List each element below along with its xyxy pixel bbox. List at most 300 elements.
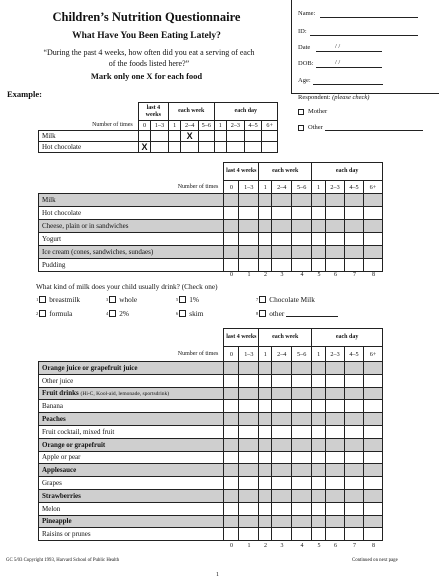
frequency-cell[interactable]: [292, 425, 312, 438]
mother-checkbox[interactable]: [298, 109, 304, 115]
milk-option[interactable]: [256, 295, 315, 304]
option-header-7: 4–5: [345, 181, 364, 194]
frequency-cell[interactable]: [312, 194, 326, 207]
number-of-times-label: Number of times: [177, 183, 219, 190]
frequency-cell[interactable]: [363, 451, 382, 464]
frequency-cell[interactable]: [326, 246, 345, 259]
frequency-cell[interactable]: [326, 413, 345, 426]
food-label: Fruit drinks (Hi-C, Kool-aid, lemonade, sportsdrink): [39, 387, 224, 400]
option-header-7: 4–5: [345, 347, 364, 362]
frequency-cell[interactable]: [239, 413, 259, 426]
id-label: ID:: [298, 28, 307, 35]
frequency-cell[interactable]: [312, 464, 326, 477]
frequency-cell[interactable]: [312, 502, 326, 515]
milk-checkbox[interactable]: [179, 296, 186, 303]
frequency-cell[interactable]: [345, 451, 364, 464]
frequency-cell[interactable]: [224, 387, 239, 400]
frequency-cell[interactable]: [326, 400, 345, 413]
frequency-cell[interactable]: [292, 259, 312, 272]
frequency-cell[interactable]: [259, 233, 272, 246]
milk-checkbox[interactable]: [259, 296, 266, 303]
age-label: Age:: [298, 77, 311, 84]
milk-option[interactable]: [106, 309, 129, 318]
frequency-cell[interactable]: [292, 477, 312, 490]
frequency-cell[interactable]: [224, 220, 239, 233]
frequency-cell[interactable]: [326, 220, 345, 233]
id-field[interactable]: [310, 35, 418, 36]
frequency-cell[interactable]: [224, 400, 239, 413]
frequency-cell[interactable]: [292, 438, 312, 451]
food-row: [39, 400, 383, 413]
frequency-cell[interactable]: [312, 374, 326, 387]
frequency-cell[interactable]: [272, 489, 292, 502]
mother-option[interactable]: Mother: [298, 108, 327, 115]
frequency-cell[interactable]: [345, 362, 364, 375]
frequency-cell[interactable]: [199, 131, 215, 142]
frequency-cell[interactable]: [345, 413, 364, 426]
frequency-cell[interactable]: [239, 194, 259, 207]
frequency-cell[interactable]: [312, 489, 326, 502]
frequency-cell[interactable]: [224, 425, 239, 438]
option-header-5: 1: [312, 181, 326, 194]
frequency-cell[interactable]: [224, 246, 239, 259]
option-header-1: 1–3: [239, 181, 259, 194]
frequency-cell[interactable]: [272, 374, 292, 387]
frequency-cell[interactable]: [363, 233, 382, 246]
dob-slashes: / /: [335, 59, 341, 66]
frequency-cell[interactable]: [239, 515, 259, 528]
food-row: [39, 464, 383, 477]
frequency-cell[interactable]: [239, 233, 259, 246]
frequency-cell[interactable]: [326, 489, 345, 502]
frequency-cell[interactable]: [292, 502, 312, 515]
frequency-cell[interactable]: [272, 259, 292, 272]
frequency-cell[interactable]: [345, 194, 364, 207]
frequency-cell[interactable]: [292, 246, 312, 259]
milk-checkbox[interactable]: [39, 296, 46, 303]
frequency-cell[interactable]: [224, 477, 239, 490]
frequency-cell[interactable]: [259, 464, 272, 477]
date-slashes: / /: [335, 43, 341, 50]
frequency-cell[interactable]: [168, 142, 180, 153]
frequency-cell[interactable]: [292, 362, 312, 375]
frequency-cell[interactable]: [363, 374, 382, 387]
frequency-cell[interactable]: [312, 477, 326, 490]
other-option[interactable]: Other: [298, 124, 423, 131]
frequency-cell[interactable]: [259, 362, 272, 375]
frequency-cell[interactable]: [224, 194, 239, 207]
group-last-4-weeks: last 4 weeks: [224, 329, 259, 347]
frequency-cell[interactable]: [312, 246, 326, 259]
frequency-cell[interactable]: [292, 233, 312, 246]
food-label: Yogurt: [39, 233, 224, 246]
frequency-cell[interactable]: [312, 438, 326, 451]
food-note: (Hi-C, Kool-aid, lemonade, sportsdrink): [80, 391, 170, 398]
frequency-cell[interactable]: [363, 387, 382, 400]
frequency-cell[interactable]: [345, 400, 364, 413]
frequency-cell[interactable]: [363, 464, 382, 477]
option-header-3: 2–4: [181, 121, 199, 131]
option-code: 4: [106, 311, 109, 316]
option-header-0: 0: [138, 121, 150, 131]
frequency-cell[interactable]: [345, 246, 364, 259]
food-row: [39, 207, 383, 220]
option-header-2: 1: [259, 347, 272, 362]
milk-option[interactable]: [36, 309, 72, 318]
frequency-cell[interactable]: [259, 400, 272, 413]
frequency-cell[interactable]: [224, 489, 239, 502]
food-label: Milk: [39, 131, 139, 142]
option-code: 6: [176, 311, 179, 316]
frequency-cell[interactable]: [239, 259, 259, 272]
frequency-cell[interactable]: [272, 400, 292, 413]
frequency-cell[interactable]: [292, 528, 312, 541]
frequency-cell[interactable]: [239, 464, 259, 477]
food-label: Ice cream (cones, sandwiches, sundaes): [39, 246, 224, 259]
frequency-cell[interactable]: [259, 502, 272, 515]
frequency-cell[interactable]: [262, 131, 278, 142]
section1-table: [38, 162, 383, 272]
frequency-cell[interactable]: [345, 438, 364, 451]
frequency-cell[interactable]: [292, 387, 312, 400]
name-label: Name:: [298, 10, 316, 17]
frequency-cell[interactable]: [262, 142, 278, 153]
option-code: 3: [106, 297, 109, 302]
frequency-cell[interactable]: [312, 413, 326, 426]
frequency-cell[interactable]: [326, 233, 345, 246]
frequency-cell[interactable]: [259, 194, 272, 207]
other-field[interactable]: [325, 130, 423, 131]
frequency-cell[interactable]: [326, 464, 345, 477]
frequency-cell[interactable]: [345, 489, 364, 502]
frequency-cell[interactable]: [214, 131, 226, 142]
frequency-cell[interactable]: [292, 515, 312, 528]
food-row: [39, 451, 383, 464]
option-header-1: 1–3: [151, 121, 169, 131]
milk-option[interactable]: [176, 295, 199, 304]
frequency-cell[interactable]: [326, 194, 345, 207]
frequency-cell[interactable]: [272, 387, 292, 400]
x-mark: X: [141, 142, 148, 152]
digit-code: 0: [230, 272, 233, 278]
frequency-cell[interactable]: [224, 464, 239, 477]
frequency-cell[interactable]: [363, 246, 382, 259]
frequency-cell[interactable]: [244, 131, 262, 142]
frequency-cell[interactable]: [312, 259, 326, 272]
frequency-cell[interactable]: [272, 233, 292, 246]
frequency-cell[interactable]: [224, 515, 239, 528]
frequency-cell[interactable]: [326, 259, 345, 272]
number-of-times-label: Number of times: [177, 350, 219, 357]
frequency-cell[interactable]: [259, 528, 272, 541]
food-row: [39, 438, 383, 451]
frequency-cell[interactable]: [363, 220, 382, 233]
group-last-4-weeks: last 4 weeks: [224, 163, 259, 181]
frequency-cell[interactable]: [138, 142, 150, 153]
frequency-cell[interactable]: [312, 400, 326, 413]
food-label: Strawberries: [39, 489, 224, 502]
group-each-day: each day: [312, 163, 383, 181]
frequency-cell[interactable]: [224, 528, 239, 541]
frequency-cell[interactable]: [363, 477, 382, 490]
frequency-cell[interactable]: [363, 400, 382, 413]
frequency-cell[interactable]: [239, 528, 259, 541]
option-header-5: 1: [214, 121, 226, 131]
frequency-cell[interactable]: [272, 528, 292, 541]
frequency-cell[interactable]: [239, 400, 259, 413]
digit-code: 7: [353, 543, 356, 549]
frequency-cell[interactable]: [292, 374, 312, 387]
option-header-4: 5–6: [292, 347, 312, 362]
frequency-cell[interactable]: [239, 246, 259, 259]
frequency-cell[interactable]: [272, 194, 292, 207]
frequency-cell[interactable]: [326, 425, 345, 438]
food-label: Orange juice or grapefruit juice: [39, 362, 224, 375]
milk-option[interactable]: [106, 295, 137, 304]
option-header-6: 2–3: [326, 181, 345, 194]
frequency-cell[interactable]: [239, 220, 259, 233]
name-field[interactable]: [320, 17, 418, 18]
frequency-cell[interactable]: [326, 502, 345, 515]
frequency-cell[interactable]: [326, 515, 345, 528]
food-label: Other juice: [39, 374, 224, 387]
option-code: 1: [36, 297, 39, 302]
frequency-cell[interactable]: [259, 413, 272, 426]
frequency-cell[interactable]: [292, 413, 312, 426]
frequency-cell[interactable]: [224, 207, 239, 220]
frequency-cell[interactable]: [224, 233, 239, 246]
frequency-cell[interactable]: [259, 246, 272, 259]
milk-checkbox[interactable]: [109, 310, 116, 317]
food-row: [39, 259, 383, 272]
other-checkbox[interactable]: [298, 125, 304, 131]
frequency-cell[interactable]: [272, 362, 292, 375]
respondent-label: Respondent: (please check): [298, 94, 370, 101]
frequency-cell[interactable]: [259, 515, 272, 528]
frequency-cell[interactable]: [239, 374, 259, 387]
frequency-cell[interactable]: [363, 502, 382, 515]
frequency-cell[interactable]: [326, 362, 345, 375]
age-field[interactable]: [313, 84, 383, 85]
x-mark: X: [186, 131, 193, 141]
frequency-cell[interactable]: [239, 451, 259, 464]
frequency-cell[interactable]: [326, 528, 345, 541]
frequency-cell[interactable]: [244, 142, 262, 153]
frequency-cell[interactable]: [259, 259, 272, 272]
group-each-week: each week: [259, 329, 312, 347]
frequency-cell[interactable]: [224, 413, 239, 426]
dob-field[interactable]: [316, 67, 382, 68]
food-row: [39, 515, 383, 528]
continued-text: Continued on next page: [352, 558, 398, 563]
frequency-cell[interactable]: [259, 425, 272, 438]
digit-code: 8: [372, 272, 375, 278]
frequency-cell[interactable]: [224, 374, 239, 387]
frequency-cell[interactable]: [363, 528, 382, 541]
option-code: 7: [256, 297, 259, 302]
frequency-cell[interactable]: [312, 515, 326, 528]
frequency-cell[interactable]: [272, 413, 292, 426]
milk-checkbox[interactable]: [39, 310, 46, 317]
milk-checkbox[interactable]: [259, 310, 266, 317]
frequency-cell[interactable]: [227, 131, 245, 142]
frequency-cell[interactable]: [272, 246, 292, 259]
milk-checkbox[interactable]: [179, 310, 186, 317]
frequency-cell[interactable]: [151, 142, 169, 153]
frequency-cell[interactable]: [292, 464, 312, 477]
frequency-cell[interactable]: [345, 387, 364, 400]
group-each-day: each day: [312, 329, 383, 347]
frequency-cell[interactable]: [363, 515, 382, 528]
frequency-cell[interactable]: [292, 220, 312, 233]
food-row: [39, 425, 383, 438]
frequency-cell[interactable]: [363, 425, 382, 438]
digit-code: 1: [247, 272, 251, 278]
food-row: [39, 194, 383, 207]
frequency-cell[interactable]: [272, 464, 292, 477]
frequency-cell[interactable]: [345, 464, 364, 477]
frequency-cell[interactable]: [345, 259, 364, 272]
frequency-cell[interactable]: [227, 142, 245, 153]
option-header-8: 6+: [262, 121, 278, 131]
frequency-cell[interactable]: [239, 207, 259, 220]
frequency-cell[interactable]: [259, 451, 272, 464]
frequency-cell[interactable]: [312, 362, 326, 375]
frequency-cell[interactable]: [312, 233, 326, 246]
frequency-cell[interactable]: [259, 477, 272, 490]
frequency-cell[interactable]: [363, 194, 382, 207]
frequency-cell[interactable]: [272, 502, 292, 515]
frequency-cell[interactable]: [345, 515, 364, 528]
frequency-cell[interactable]: [312, 528, 326, 541]
frequency-cell[interactable]: [345, 425, 364, 438]
milk-option[interactable]: [36, 295, 80, 304]
option-header-8: 6+: [363, 347, 382, 362]
copyright-text: GC 5/03 Copyright 1993, Harvard School of Public Health: [6, 558, 120, 563]
frequency-cell[interactable]: [138, 131, 150, 142]
dob-label: DOB:: [298, 60, 314, 67]
page-number: 1: [216, 572, 219, 578]
milk-option-label: 2%: [119, 309, 129, 318]
frequency-cell[interactable]: [363, 362, 382, 375]
example-label: Example:: [7, 89, 42, 99]
milk-option[interactable]: [176, 309, 203, 318]
food-row: [39, 477, 383, 490]
frequency-cell[interactable]: [224, 259, 239, 272]
frequency-cell[interactable]: [199, 142, 215, 153]
frequency-cell[interactable]: [239, 362, 259, 375]
food-row: [39, 502, 383, 515]
group-each-week: each week: [259, 163, 312, 181]
frequency-cell[interactable]: [272, 451, 292, 464]
frequency-cell[interactable]: [224, 502, 239, 515]
frequency-cell[interactable]: [214, 142, 226, 153]
food-label: Hot chocolate: [39, 207, 224, 220]
frequency-cell[interactable]: [345, 477, 364, 490]
frequency-cell[interactable]: [224, 362, 239, 375]
frequency-cell[interactable]: [239, 502, 259, 515]
milk-option[interactable]: [256, 309, 338, 318]
frequency-cell[interactable]: [345, 207, 364, 220]
frequency-cell[interactable]: [292, 207, 312, 220]
food-label: Melon: [39, 502, 224, 515]
frequency-cell[interactable]: [181, 142, 199, 153]
frequency-cell[interactable]: [326, 438, 345, 451]
frequency-cell[interactable]: [312, 425, 326, 438]
option-header-3: 2–4: [272, 181, 292, 194]
food-row: [39, 220, 383, 233]
frequency-cell[interactable]: [312, 220, 326, 233]
frequency-cell[interactable]: [312, 207, 326, 220]
food-row: [39, 489, 383, 502]
frequency-cell[interactable]: [272, 220, 292, 233]
frequency-cell[interactable]: [224, 451, 239, 464]
other-milk-field[interactable]: [286, 316, 338, 317]
frequency-cell[interactable]: [272, 207, 292, 220]
frequency-cell[interactable]: [326, 207, 345, 220]
frequency-cell[interactable]: [272, 477, 292, 490]
frequency-cell[interactable]: [151, 131, 169, 142]
frequency-cell[interactable]: [292, 489, 312, 502]
frequency-cell[interactable]: [168, 131, 180, 142]
frequency-cell[interactable]: [292, 451, 312, 464]
frequency-cell[interactable]: [259, 374, 272, 387]
frequency-cell[interactable]: [363, 438, 382, 451]
frequency-cell[interactable]: [259, 489, 272, 502]
frequency-cell[interactable]: [259, 207, 272, 220]
digit-code: 4: [300, 272, 304, 278]
frequency-cell[interactable]: [363, 413, 382, 426]
frequency-cell[interactable]: [345, 233, 364, 246]
frequency-cell[interactable]: [181, 131, 199, 142]
frequency-cell[interactable]: [239, 477, 259, 490]
frequency-cell[interactable]: [272, 425, 292, 438]
date-field[interactable]: [316, 51, 382, 52]
frequency-cell[interactable]: [292, 194, 312, 207]
frequency-cell[interactable]: [363, 259, 382, 272]
frequency-cell[interactable]: [326, 451, 345, 464]
frequency-cell[interactable]: [259, 220, 272, 233]
frequency-cell[interactable]: [259, 438, 272, 451]
frequency-cell[interactable]: [326, 387, 345, 400]
frequency-cell[interactable]: [345, 220, 364, 233]
food-label: Milk: [39, 194, 224, 207]
frequency-cell[interactable]: [259, 387, 272, 400]
frequency-cell[interactable]: [272, 438, 292, 451]
frequency-cell[interactable]: [239, 425, 259, 438]
food-row: [39, 246, 383, 259]
option-header-6: 2–3: [227, 121, 245, 131]
frequency-cell[interactable]: [239, 489, 259, 502]
frequency-cell[interactable]: [363, 207, 382, 220]
frequency-cell[interactable]: [345, 502, 364, 515]
frequency-cell[interactable]: [345, 374, 364, 387]
frequency-cell[interactable]: [326, 374, 345, 387]
milk-checkbox[interactable]: [109, 296, 116, 303]
frequency-cell[interactable]: [363, 489, 382, 502]
frequency-cell[interactable]: [272, 515, 292, 528]
frequency-cell[interactable]: [326, 477, 345, 490]
frequency-cell[interactable]: [239, 438, 259, 451]
frequency-cell[interactable]: [239, 387, 259, 400]
frequency-cell[interactable]: [292, 400, 312, 413]
frequency-cell[interactable]: [345, 528, 364, 541]
food-label: Pudding: [39, 259, 224, 272]
frequency-cell[interactable]: [312, 387, 326, 400]
frequency-cell[interactable]: [312, 451, 326, 464]
food-row: [39, 413, 383, 426]
frequency-cell[interactable]: [224, 438, 239, 451]
